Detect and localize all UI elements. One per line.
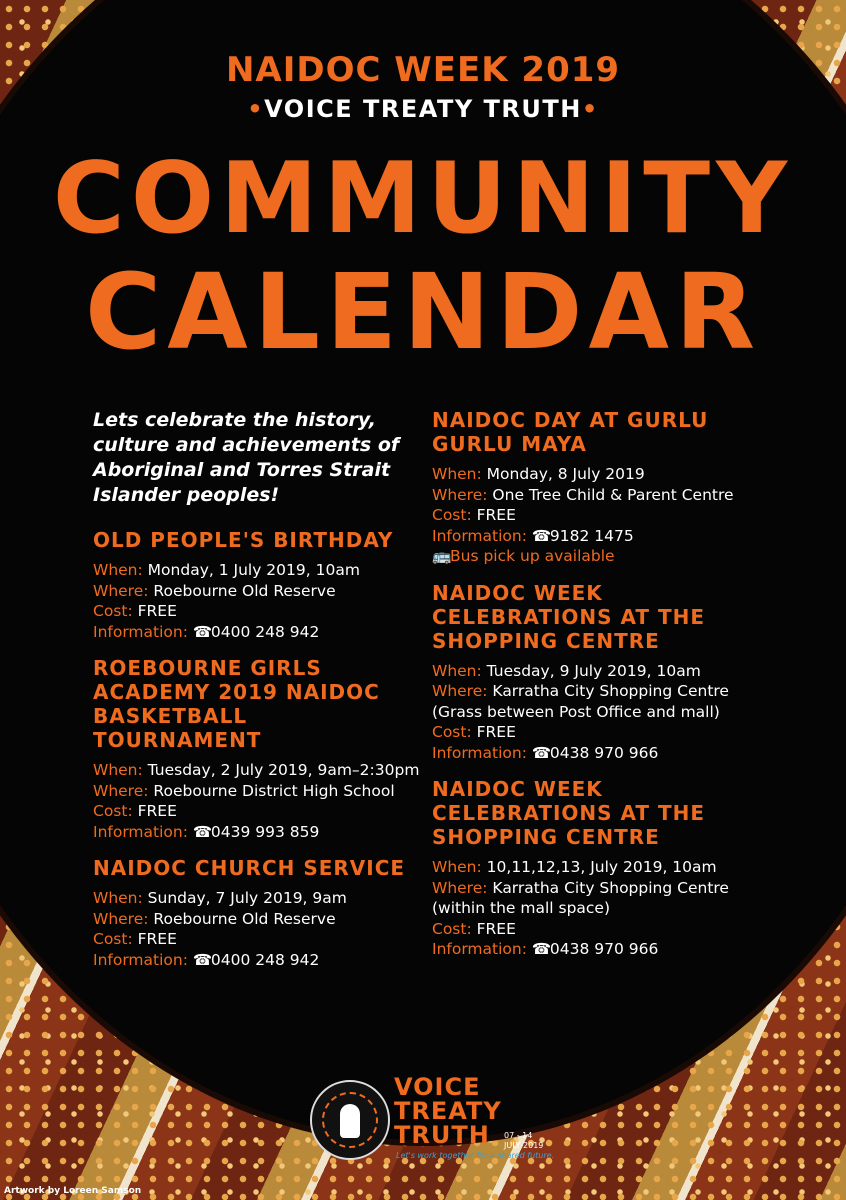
event-card — [93, 856, 423, 970]
right-column — [432, 408, 762, 974]
cost-value: FREE — [137, 930, 177, 948]
where-label: Where: — [93, 581, 149, 600]
left-column — [93, 408, 423, 984]
where-value: Roebourne Old Reserve — [153, 581, 336, 600]
event-title: NAIDOC WEEK CELEBRATIONS AT THE SHOPPING CENTRE — [432, 580, 706, 653]
logo-month: JULY 2019 — [504, 1141, 544, 1150]
cost-value: FREE — [476, 723, 516, 741]
when-value: Tuesday, 9 July 2019, 10am — [486, 661, 701, 680]
phone-icon: ☎ — [531, 526, 552, 545]
cost-label: Cost: — [432, 919, 472, 938]
info-value: 0439 993 859 — [210, 822, 320, 841]
bullet-icon: • — [247, 95, 265, 123]
phone-icon: ☎ — [531, 743, 552, 762]
cost-label: Cost: — [93, 602, 133, 620]
event-extra — [432, 546, 762, 567]
when-value: Sunday, 7 July 2019, 9am — [147, 889, 347, 907]
event-theme-text: VOICE TREATY TRUTH — [264, 95, 582, 123]
logo-dates — [504, 1131, 543, 1151]
event-title: OLD PEOPLE'S BIRTHDAY — [93, 528, 394, 552]
where-label: Where: — [432, 485, 488, 504]
info-value: 0438 970 966 — [549, 940, 659, 958]
when-value: Tuesday, 2 July 2019, 9am–2:30pm — [147, 761, 420, 779]
logo-wordmark — [394, 1075, 502, 1147]
event-cost — [432, 722, 762, 743]
cost-value: FREE — [137, 602, 177, 620]
cost-value: FREE — [137, 802, 177, 820]
cost-value: FREE — [476, 919, 516, 938]
bus-icon: 🚌 — [432, 547, 452, 565]
event-info — [93, 822, 423, 843]
event-where — [93, 781, 423, 802]
info-value: 0400 248 942 — [210, 622, 320, 641]
emblem-figure — [340, 1104, 360, 1138]
event-when — [93, 560, 423, 581]
event-theme — [0, 95, 846, 123]
when-value: Monday, 1 July 2019, 10am — [147, 561, 360, 579]
info-label: Information: — [432, 743, 527, 762]
logo-line1: VOICE — [394, 1073, 481, 1101]
info-label: Information: — [93, 822, 188, 841]
logo-tagline: Let's work together for a shared future. — [396, 1151, 555, 1160]
where-value: Karratha City Shopping Centre — [492, 878, 729, 897]
cost-value: FREE — [476, 506, 516, 524]
cost-label: Cost: — [93, 802, 133, 820]
when-label: When: — [432, 465, 482, 483]
when-label: When: — [93, 889, 143, 907]
page-title-line1: COMMUNITY — [52, 142, 794, 256]
event-card — [432, 777, 762, 960]
cost-label: Cost: — [93, 930, 133, 948]
event-card — [93, 528, 423, 642]
cost-label: Cost: — [432, 723, 472, 741]
event-when — [93, 760, 423, 781]
event-when — [432, 857, 762, 878]
event-where — [432, 485, 762, 506]
info-label: Information: — [432, 526, 527, 545]
info-label: Information: — [93, 622, 188, 641]
event-title: NAIDOC DAY AT GURLU GURLU MAYA — [432, 408, 709, 456]
info-label: Information: — [93, 950, 188, 969]
event-title: NAIDOC WEEK CELEBRATIONS AT THE SHOPPING CENTRE — [432, 777, 706, 849]
event-card — [432, 581, 762, 764]
event-title: ROEBOURNE GIRLS ACADEMY 2019 NAIDOC BASKETBALL TOURNAMENT — [93, 656, 380, 752]
event-when — [93, 888, 423, 909]
where-label: Where: — [93, 781, 149, 800]
phone-icon: ☎ — [192, 950, 213, 969]
event-where-note: (Grass between Post Office and mall) — [432, 702, 720, 721]
event-cost — [432, 919, 762, 940]
event-title: NAIDOC CHURCH SERVICE — [93, 856, 406, 880]
when-label: When: — [432, 661, 482, 680]
when-label: When: — [93, 761, 143, 779]
event-info — [93, 950, 423, 971]
when-label: When: — [93, 561, 143, 579]
where-value: Roebourne Old Reserve — [153, 909, 336, 928]
event-card — [93, 656, 423, 842]
phone-icon: ☎ — [192, 622, 213, 641]
artwork-credit: Artwork by Loreen Samson — [4, 1186, 142, 1196]
when-label: When: — [432, 858, 482, 876]
event-info — [432, 743, 762, 764]
where-label: Where: — [432, 878, 488, 897]
event-where — [432, 878, 762, 899]
event-info — [432, 526, 762, 547]
event-card — [432, 408, 762, 567]
event-where — [432, 681, 762, 702]
event-cost — [93, 801, 423, 822]
event-cost — [432, 505, 762, 526]
where-value: Karratha City Shopping Centre — [492, 682, 729, 700]
event-when — [432, 464, 762, 485]
info-value: 0400 248 942 — [210, 950, 320, 969]
event-where — [93, 909, 423, 930]
extra-value: Bus pick up available — [450, 547, 615, 565]
logo-line2: TREATY — [394, 1097, 502, 1125]
logo-date-range: 07 - 14 — [504, 1131, 533, 1140]
phone-icon: ☎ — [531, 940, 552, 958]
info-value: 0438 970 966 — [549, 743, 659, 762]
where-label: Where: — [432, 682, 488, 700]
event-where — [93, 581, 423, 602]
event-name: NAIDOC WEEK 2019 — [225, 50, 621, 90]
event-where-note: (within the mall space) — [432, 899, 611, 917]
event-when — [432, 661, 762, 682]
when-value: Monday, 8 July 2019 — [486, 465, 645, 483]
phone-icon: ☎ — [192, 822, 213, 841]
logo-line3: TRUTH — [394, 1121, 490, 1149]
info-label: Information: — [432, 940, 527, 958]
event-cost — [93, 929, 423, 950]
cost-label: Cost: — [432, 506, 472, 524]
naidoc-emblem-icon — [310, 1080, 390, 1160]
intro-text: Lets celebrate the history, culture and achievements of Aboriginal and Torres Strait Islander peoples! — [93, 409, 400, 506]
event-info — [432, 939, 762, 960]
when-value: 10,11,12,13, July 2019, 10am — [486, 858, 717, 876]
where-label: Where: — [93, 909, 149, 928]
event-cost — [93, 601, 423, 622]
bullet-icon: • — [581, 95, 599, 123]
event-info — [93, 622, 423, 643]
where-value: Roebourne District High School — [153, 781, 395, 800]
naidoc-logo — [310, 1073, 555, 1165]
info-value: 9182 1475 — [549, 526, 634, 545]
where-value: One Tree Child & Parent Centre — [492, 485, 734, 504]
page-title-line2: CALENDAR — [84, 251, 762, 373]
